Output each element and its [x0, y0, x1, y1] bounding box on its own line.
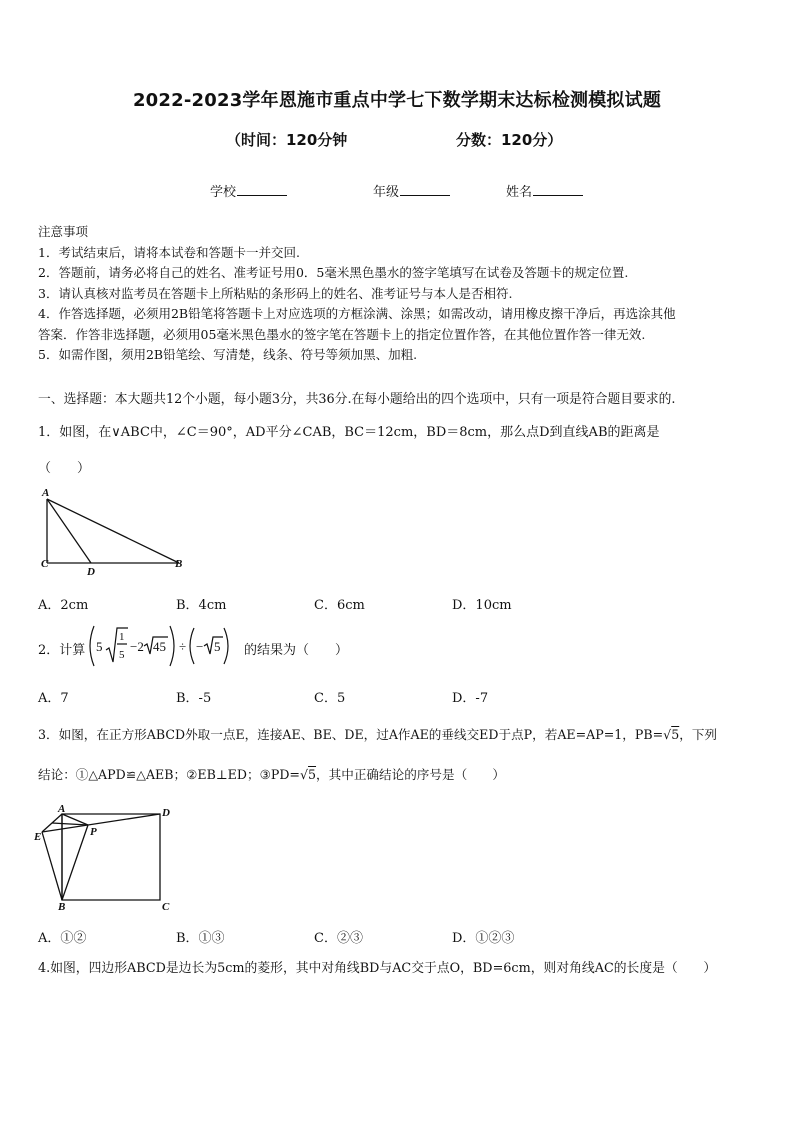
q3-option-b[interactable]: B．①③ — [176, 931, 225, 946]
name-blank[interactable] — [533, 181, 583, 196]
notes-item: 3．请认真核对监考员在答题卡上所粘贴的条形码上的姓名、准考证号与本人是否相符. — [38, 285, 513, 301]
q2-minus-2: −2 — [130, 639, 144, 654]
name-field — [506, 181, 583, 200]
q3-label-p: P — [90, 826, 97, 838]
notes-item: 5．如需作图，须用2B铅笔绘、写清楚，线条、符号等须加黑、加粗. — [38, 347, 418, 362]
q2-frac-num: 1 — [119, 631, 125, 643]
q3-label-b: B — [58, 901, 66, 912]
q3-option-c[interactable]: C．②③ — [314, 931, 363, 946]
school-blank[interactable] — [237, 181, 287, 196]
q1-label-b: B — [175, 558, 183, 570]
q3-edge-pb — [62, 825, 88, 900]
notes-item: 2．答题前，请务必将自己的姓名、准考证号用0．5毫米黑色墨水的签字笔填写在试卷及答题卡的规定位置. — [38, 265, 629, 280]
q2-right-paren-2 — [224, 628, 228, 664]
notes-item: 4．作答选择题，必须用2B铅笔将答题卡上对应选项的方框涂满、涂黑；如需改动，请用橡皮擦干净后，再选涂其他 — [38, 306, 676, 321]
q1-label-d: D — [87, 566, 95, 578]
q2-coef-5: 5 — [96, 639, 103, 654]
q3-text-b-end: ，其中正确结论的序号是（ ） — [316, 767, 505, 782]
page-title: 2022-2023学年恩施市重点中学七下数学期末达标检测模拟试题 — [132, 90, 662, 111]
grade-label: 年级 — [373, 185, 400, 200]
q1-edge-ad — [47, 499, 91, 563]
q2-sqrt-frac — [106, 628, 128, 662]
grade-blank[interactable] — [400, 181, 450, 196]
section-heading: 一、选择题：本大题共12个小题，每小题3分，共36分.在每小题给出的四个选项中，只有一项是符合题目要求的. — [38, 392, 676, 407]
q3-option-d[interactable]: D．①②③ — [452, 931, 515, 946]
q2-prefix: 2．计算 — [38, 643, 86, 658]
q2-expression — [86, 622, 244, 670]
q3-edge-eb — [42, 832, 62, 900]
q3-sqrt-pb: √5 — [663, 727, 680, 742]
notes-item: 答案．作答非选择题，必须用05毫米黑色墨水的签字笔在答题卡上的指定位置作答，在其他位置作答一律无效. — [38, 326, 646, 342]
q2-frac-den: 5 — [119, 649, 125, 661]
q2-suffix: 的结果为（ ） — [244, 643, 349, 658]
q1-paren: （ ） — [38, 461, 91, 476]
q3-text-b: 结论：①△APD≌△AEB；②EB⊥ED；③PD= — [38, 767, 300, 782]
q3-figure — [32, 804, 174, 912]
q1-option-b[interactable]: B．4cm — [176, 598, 227, 613]
q3-option-a[interactable]: A．①② — [38, 931, 87, 946]
time-label: （时间：120分钟 — [226, 131, 348, 149]
q1-option-a[interactable]: A．2cm — [38, 598, 89, 613]
q2-option-a[interactable]: A．7 — [38, 691, 69, 706]
q1-option-c[interactable]: C．6cm — [314, 598, 365, 613]
q2-rad-45: 45 — [153, 639, 166, 654]
q3-label-c: C — [162, 901, 170, 912]
school-label: 学校 — [210, 185, 237, 200]
q1-option-d[interactable]: D．10cm — [452, 598, 512, 613]
school-field — [210, 181, 287, 200]
notes-item: 1．考试结束后，请将本试卷和答题卡一并交回. — [38, 244, 300, 260]
name-label: 姓名 — [506, 185, 533, 200]
q2-left-paren-2 — [190, 628, 194, 664]
q2-option-d[interactable]: D．-7 — [452, 691, 489, 706]
q2-div: ÷ — [179, 639, 187, 654]
q3-line-1 — [38, 724, 717, 743]
q1-text: 1．如图，在∨ABC中，∠C＝90°，AD平分∠CAB，BC＝12cm，BD＝8cm，那么点D到直线AB的距离是 — [38, 425, 660, 440]
q2-neg: − — [196, 639, 204, 654]
q2-option-b[interactable]: B．-5 — [176, 691, 212, 706]
q2-right-paren — [170, 626, 174, 666]
q4-text: 4.如图，四边形ABCD是边长为5cm的菱形，其中对角线BD与AC交于点O，BD=6cm，则对角线AC的长度是（ ） — [38, 961, 717, 976]
grade-field — [373, 181, 450, 200]
notes-block — [38, 222, 676, 366]
q1-label-a: A — [42, 487, 50, 499]
q1-label-c: C — [41, 558, 49, 570]
q3-label-e: E — [34, 831, 42, 843]
notes-heading: 注意事项 — [38, 224, 89, 239]
q3-sqrt-pd: √5 — [299, 767, 317, 782]
q1-figure — [36, 484, 192, 580]
q2-left-paren — [90, 626, 94, 666]
q3-line-2 — [38, 764, 505, 783]
q3-label-d: D — [162, 807, 170, 819]
q3-text-a-end: ，下列 — [679, 727, 717, 742]
q2-option-c[interactable]: C．5 — [314, 691, 346, 706]
q1-edge-ab — [47, 499, 179, 563]
score-label: 分数：120分） — [456, 131, 563, 149]
q3-text-a: 3．如图，在正方形ABCD外取一点E，连接AE、BE、DE，过A作AE的垂线交ED于点P，若AE=AP=1，PB= — [38, 727, 664, 742]
q3-label-a: A — [58, 804, 66, 815]
q2-rad-5: 5 — [214, 639, 221, 654]
